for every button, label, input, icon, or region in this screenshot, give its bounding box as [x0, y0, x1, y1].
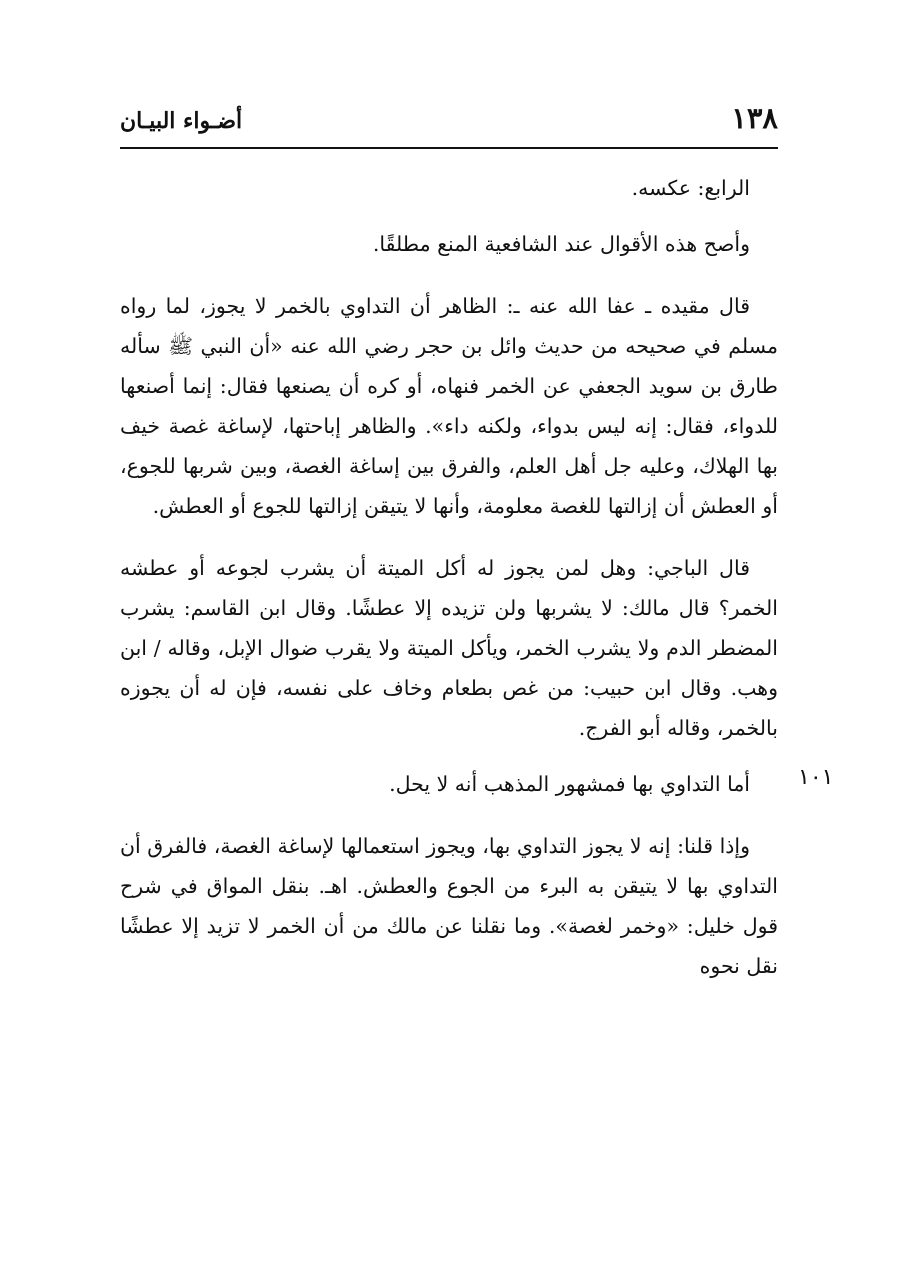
- page-header: [120, 100, 778, 144]
- page-number: ١٣٨: [731, 101, 778, 135]
- paragraph-4: قال الباجي: وهل لمن يجوز له أكل الميتة أن يشرب لجوعه أو عطشه الخمر؟ قال مالك: لا يشربها ولن تزيده إلا عطشًا. وقال ابن القاسم: يشرب المضطر الدم ولا يشرب الخمر، ويأكل الميتة ولا يقرب ضوال الإبل، وقاله / ابن وهب. وقال ابن حبيب: من غص بطعام وخاف على نفسه، فإن له أن يجوزه بالخمر، وقاله أبو الفرج.: [120, 556, 778, 740]
- paragraph-2: وأصح هذه الأقوال عند الشافعية المنع مطلقًا.: [372, 232, 750, 256]
- paragraph-5: أما التداوي بها فمشهور المذهب أنه لا يحل.: [389, 772, 750, 796]
- paragraph-6: وإذا قلنا: إنه لا يجوز التداوي بها، ويجوز استعمالها لإساغة الغصة، فالفرق أن التداوي بها لا يتيقن به البرء من الجوع والعطش. اهـ. بنقل المواق في شرح قول خليل: «وخمر لغصة». وما نقلنا عن مالك من أن الخمر لا تزيد إلا عطشًا نقل نحوه: [120, 834, 778, 978]
- book-title: أضـواء البيـان: [120, 108, 243, 134]
- paragraph-1: الرابع: عكسه.: [631, 176, 750, 200]
- margin-page-reference: ١٠١: [798, 765, 834, 790]
- page-body: [120, 168, 778, 1002]
- header-divider: [120, 147, 778, 149]
- paragraph-3: قال مقيده ـ عفا الله عنه ـ: الظاهر أن التداوي بالخمر لا يجوز، لما رواه مسلم في صحيحه من حديث وائل بن حجر رضي الله عنه «أن النبي ﷺ سأله طارق بن سويد الجعفي عن الخمر فنهاه، أو كره أن يصنعها فقال: إنما أصنعها للدواء، فقال: إنه ليس بدواء، ولكنه داء». والظاهر إباحتها، لإساغة غصة خيف بها الهلاك، وعليه جل أهل العلم، والفرق بين إساغة الغصة، وبين شربها للجوع، أو العطش أن إزالتها للغصة معلومة، وأنها لا يتيقن إزالتها للجوع أو العطش.: [120, 294, 778, 518]
